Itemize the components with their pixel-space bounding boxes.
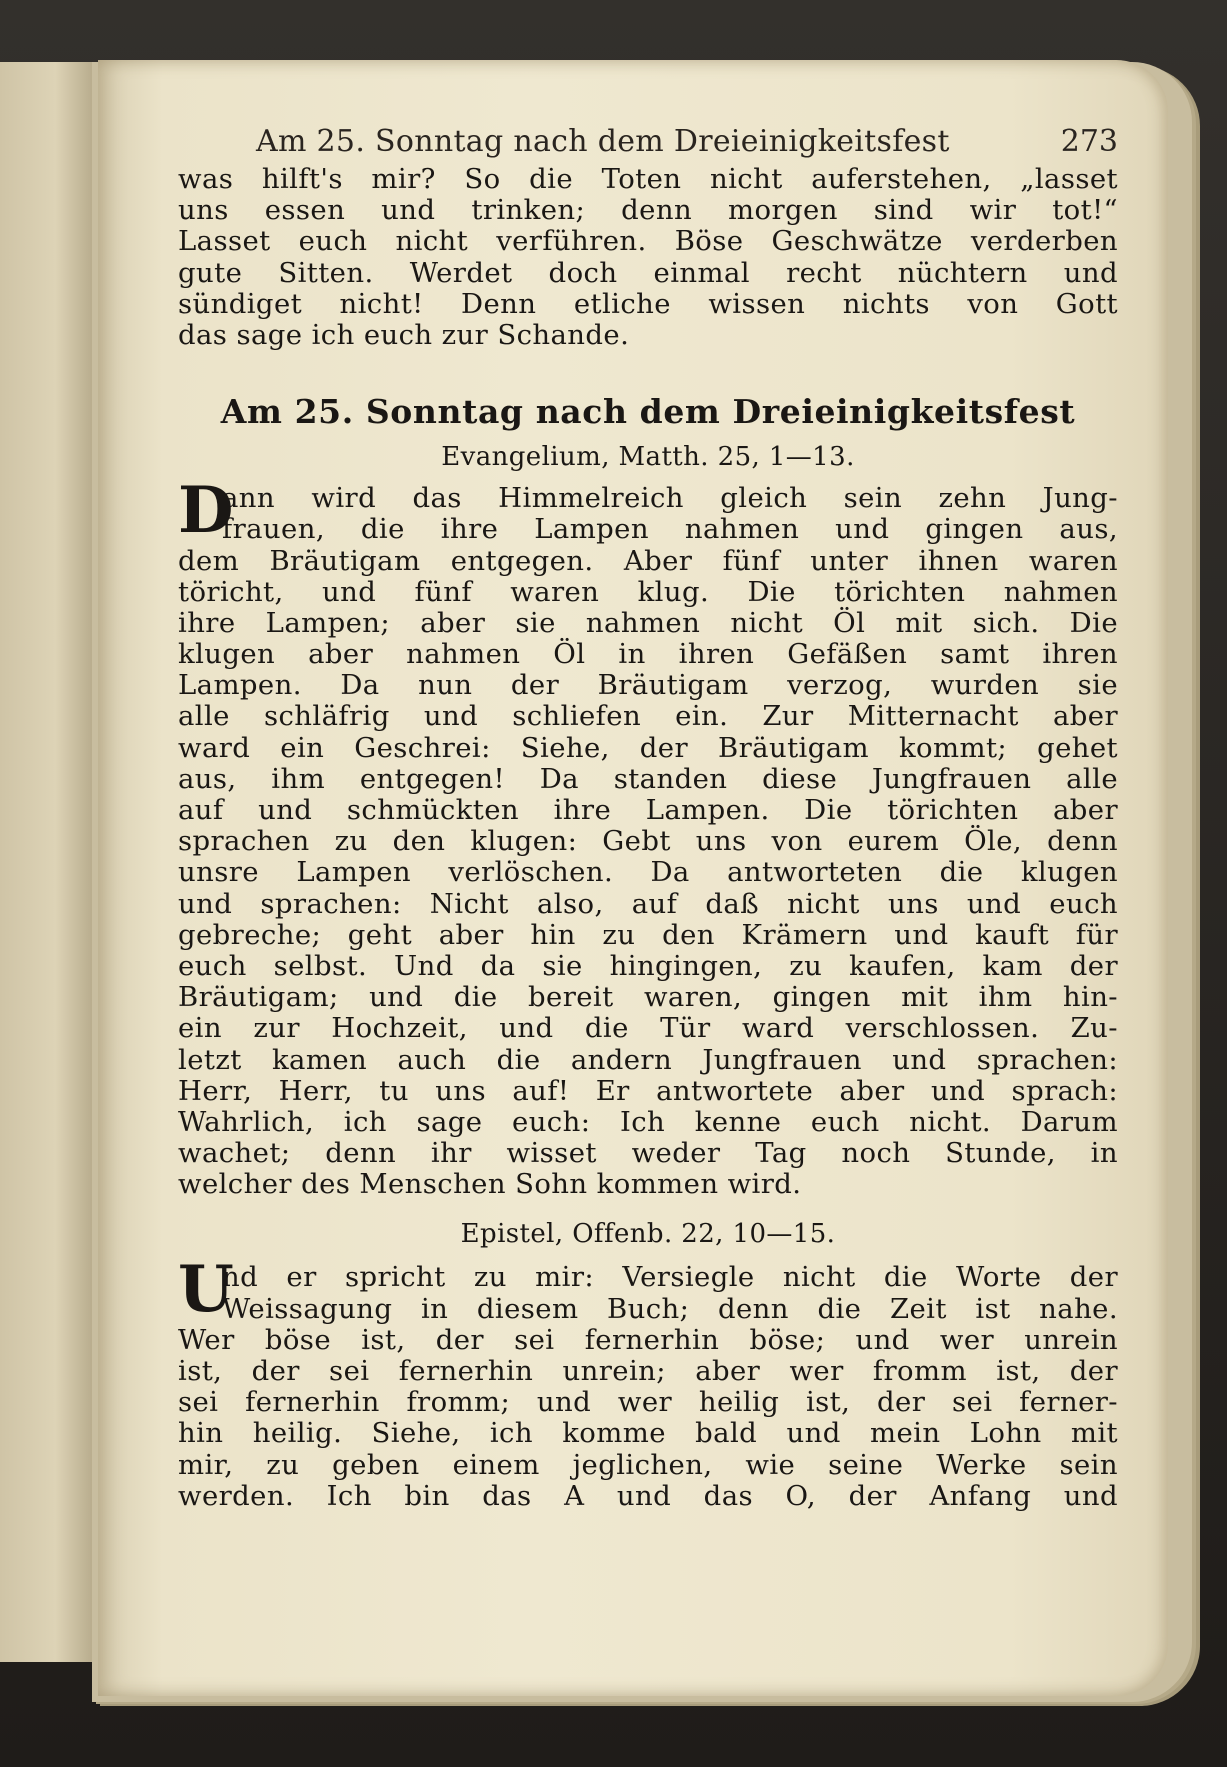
- text-line: auf und schmückten ihre Lampen. Die törichten aber: [178, 794, 1118, 826]
- epistle-reference: Epistel, Offenb. 22, 10—15.: [460, 1219, 836, 1250]
- text-line: Herr, Herr, tu uns auf! Er antwortete aber und sprach:: [178, 1074, 1118, 1107]
- text-line: letzt kamen auch die andern Jungfrauen und sprachen:: [178, 1043, 1118, 1076]
- continuation-text: [178, 164, 1118, 351]
- text-line: das sage ich euch zur Schande.: [178, 318, 630, 351]
- text-line: sei fernerhin fromm; und wer heilig ist, der sei ferner-: [178, 1386, 1118, 1419]
- text-line: werden. Ich bin das A und das O, der Anfang und: [178, 1479, 1118, 1512]
- text-line: gebreche; geht aber hin zu den Krämern und kauft für: [178, 918, 1118, 951]
- page-content: [178, 120, 1118, 1512]
- text-line: Bräutigam; und die bereit waren, gingen mit ihm hin-: [178, 981, 1118, 1014]
- text-line: klugen aber nahmen Öl in ihren Gefäßen samt ihren: [178, 638, 1118, 671]
- text-line: alle schläfrig und schliefen ein. Zur Mitternacht aber: [178, 700, 1118, 733]
- text-line: gute Sitten. Werdet doch einmal recht nüchtern und: [178, 256, 1118, 289]
- gospel-text: [178, 473, 1118, 1201]
- running-head: [178, 120, 1118, 164]
- left-page-edge: [0, 62, 92, 1662]
- text-line: ihre Lampen; aber sie nahmen nicht Öl mit sich. Die: [178, 606, 1118, 639]
- text-line: ward ein Geschrei: Siehe, der Bräutigam kommt; gehet: [178, 731, 1118, 764]
- text-line: aus, ihm entgegen! Da standen diese Jungfrauen alle: [178, 762, 1118, 795]
- text-line: ein zur Hochzeit, und die Tür ward verschlossen. Zu-: [178, 1012, 1118, 1045]
- text-line: euch selbst. Und da sie hingingen, zu kaufen, kam der: [178, 949, 1118, 982]
- text-line: sprachen zu den klugen: Gebt uns von eurem Öle, denn: [178, 825, 1118, 858]
- text-line: ann wird das Himmelreich gleich sein zehn Jung-: [222, 482, 1118, 515]
- text-line: wachet; denn ihr wisset weder Tag noch Stunde, in: [178, 1137, 1118, 1170]
- text-line: sündiget nicht! Denn etliche wissen nichts von Gott: [178, 287, 1118, 320]
- text-line: mir, zu geben einem jeglichen, wie seine Werke sein: [178, 1448, 1118, 1481]
- gospel-reference: Evangelium, Matth. 25, 1—13.: [441, 442, 855, 473]
- text-line: was hilft's mir? So die Toten nicht auferstehen, „lasset: [178, 163, 1118, 195]
- text-line: Wer böse ist, der sei fernerhin böse; und wer unrein: [178, 1323, 1118, 1356]
- text-line: Lampen. Da nun der Bräutigam verzog, wurden sie: [178, 669, 1118, 702]
- text-line: dem Bräutigam entgegen. Aber fünf unter ihnen waren: [178, 544, 1118, 577]
- text-line: uns essen und trinken; denn morgen sind wir tot!“: [178, 194, 1118, 227]
- epistle-text: [178, 1252, 1118, 1512]
- text-line: Lasset euch nicht verführen. Böse Geschwätze verderben: [178, 225, 1118, 258]
- text-line: ist, der sei fernerhin unrein; aber wer fromm ist, der: [178, 1355, 1118, 1387]
- text-line: unsre Lampen verlöschen. Da antworteten die klugen: [178, 856, 1118, 889]
- book-page: [98, 60, 1168, 1696]
- text-line: Weissagung in diesem Buch; denn die Zeit ist nahe.: [222, 1292, 1118, 1325]
- text-line: nd er spricht zu mir: Versiegle nicht die Worte der: [222, 1261, 1118, 1294]
- text-line: und sprachen: Nicht also, auf daß nicht uns und euch: [178, 887, 1118, 920]
- gospel-dropcap: D: [178, 473, 234, 549]
- text-line: hin heilig. Siehe, ich komme bald und mein Lohn mit: [178, 1417, 1118, 1450]
- text-line: welcher des Menschen Sohn kommen wird.: [178, 1168, 802, 1201]
- text-line: Wahrlich, ich sage euch: Ich kenne euch nicht. Darum: [178, 1105, 1118, 1138]
- epistle-dropcap: U: [178, 1252, 235, 1328]
- section-heading: Am 25. Sonntag nach dem Dreieinigkeitsfest: [220, 392, 1076, 432]
- running-head-title: Am 25. Sonntag nach dem Dreieinigkeitsfest: [256, 124, 950, 159]
- text-line: töricht, und fünf waren klug. Die törichten nahmen: [178, 575, 1118, 608]
- page-number: 273: [1060, 124, 1118, 159]
- text-line: frauen, die ihre Lampen nahmen und gingen aus,: [222, 513, 1118, 546]
